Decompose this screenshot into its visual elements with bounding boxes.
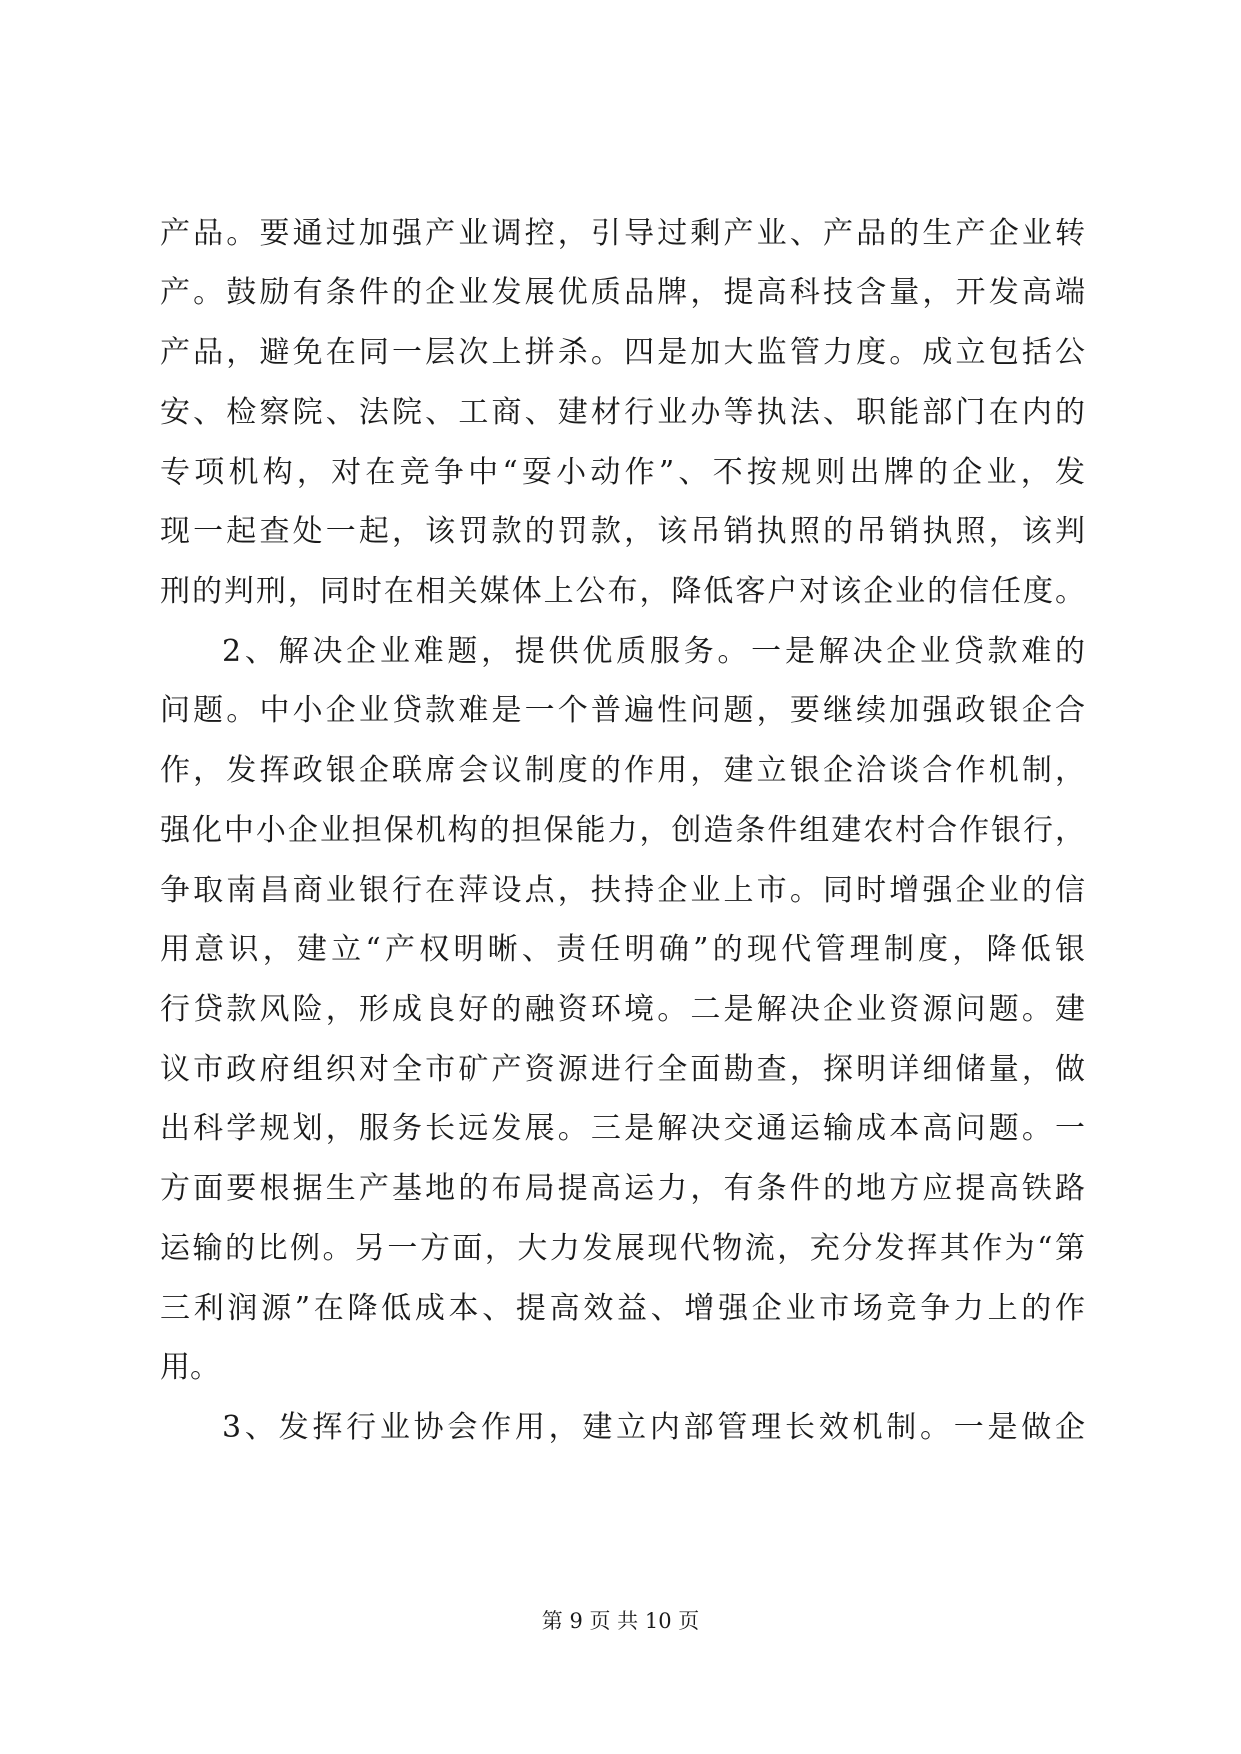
text-line: 用。: [160, 1350, 220, 1385]
text-line: 强化中小企业担保机构的担保能力，创造条件组建农村合作银行，: [160, 813, 1085, 848]
text-line: 产。鼓励有条件的企业发展优质品牌，提高科技含量，开发高端: [160, 275, 1085, 310]
text-line: 方面要根据生产基地的布局提高运力，有条件的地方应提高铁路: [160, 1171, 1085, 1206]
text-line: 专项机构，对在竞争中“耍小动作”、不按规则出牌的企业，发: [160, 455, 1085, 490]
text-line: 出科学规划，服务长远发展。三是解决交通运输成本高问题。一: [160, 1111, 1085, 1146]
text-line: 产品，避免在同一层次上拼杀。四是加大监管力度。成立包括公: [160, 335, 1085, 370]
text-line: 议市政府组织对全市矿产资源进行全面勘查，探明详细储量，做: [160, 1052, 1085, 1087]
text-line: 作，发挥政银企联席会议制度的作用，建立银企洽谈合作机制，: [160, 753, 1085, 788]
page-number-footer: 第 9 页 共 10 页: [541, 1609, 700, 1633]
text-line: 三利润源”在降低成本、提高效益、增强企业市场竞争力上的作: [160, 1291, 1085, 1326]
text-line: 现一起查处一起，该罚款的罚款，该吊销执照的吊销执照，该判: [160, 514, 1085, 549]
text-line: 行贷款风险，形成良好的融资环境。二是解决企业资源问题。建: [160, 992, 1085, 1027]
text-line: 问题。中小企业贷款难是一个普遍性问题，要继续加强政银企合: [160, 693, 1085, 728]
paragraph-start-line: 2、解决企业难题，提供优质服务。一是解决企业贷款难的: [222, 634, 1085, 669]
text-line: 运输的比例。另一方面，大力发展现代物流，充分发挥其作为“第: [160, 1231, 1085, 1266]
paragraph-start-line: 3、发挥行业协会作用，建立内部管理长效机制。一是做企: [222, 1410, 1085, 1445]
text-line: 安、检察院、法院、工商、建材行业办等执法、职能部门在内的: [160, 395, 1085, 430]
text-line: 争取南昌商业银行在萍设点，扶持企业上市。同时增强企业的信: [160, 873, 1085, 908]
text-line: 刑的判刑，同时在相关媒体上公布，降低客户对该企业的信任度。: [160, 574, 1085, 609]
text-line: 产品。要通过加强产业调控，引导过剩产业、产品的生产企业转: [160, 216, 1085, 251]
text-line: 用意识，建立“产权明晰、责任明确”的现代管理制度，降低银: [160, 932, 1085, 967]
